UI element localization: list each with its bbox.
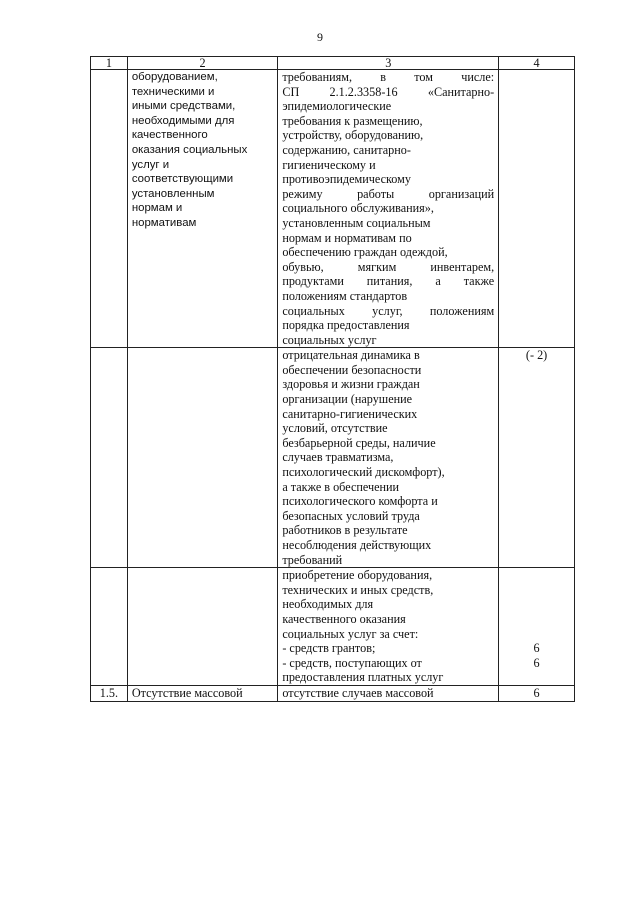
text-line: психологический дискомфорт), [282, 465, 445, 480]
text-line: несоблюдения действующих [282, 538, 432, 552]
text-line: содержанию, санитарно- [282, 142, 411, 157]
text-line: 6 [533, 655, 540, 670]
text-line: услуг и [131, 158, 170, 171]
item-number-cell [91, 348, 128, 568]
item-number-cell: 1.5. [91, 685, 128, 701]
text-line: - средств, поступающих от [282, 655, 422, 670]
text-line: соответствующими [131, 173, 234, 186]
text-line: гигиеническому и [282, 157, 376, 172]
text-line: требований [282, 552, 343, 567]
score-cell [499, 685, 575, 701]
text-line: необходимых для [282, 597, 374, 612]
column-header: 4 [499, 57, 575, 70]
text-line: оборудованием, [131, 71, 218, 83]
text-line: санитарно-гигиенических [282, 406, 418, 421]
text-line: обувью, мягким инвентарем, [282, 259, 495, 274]
text-line: обеспечению граждан одеждой, [282, 245, 448, 260]
indicator-cell [278, 568, 499, 686]
score-cell [499, 568, 575, 686]
text-line: противоэпидемическому [282, 172, 411, 187]
table-row [91, 70, 575, 348]
page-number: 9 [317, 30, 323, 44]
indicator-cell [278, 348, 499, 568]
text-line: отсутствие случаев массовой [282, 685, 434, 700]
text-line: требованиям, в том числе: [282, 70, 495, 84]
text-line [503, 583, 570, 598]
text-line: социальных услуг, положениям [282, 303, 495, 318]
text-line: нормативам [131, 216, 197, 229]
item-number-cell [91, 70, 128, 348]
item-number-cell [91, 568, 128, 686]
text-line: установленным социальным [282, 215, 431, 230]
text-line: безопасных условий труда [282, 508, 420, 523]
text-line: требования к размещению, [282, 113, 423, 128]
text-line: организации (нарушение [282, 392, 413, 407]
text-line: Отсутствие массовой [131, 685, 243, 700]
criterion-cell [127, 685, 278, 701]
text-line [503, 670, 570, 685]
text-line: качественного [131, 129, 208, 142]
text-line: (- 2) [525, 348, 548, 363]
text-line: условий, отсутствие [282, 421, 388, 436]
text-line: качественного оказания [282, 611, 406, 626]
text-line [503, 612, 570, 627]
text-line: оказания социальных [131, 143, 248, 156]
column-header: 3 [278, 57, 499, 70]
text-line: техническими и [131, 85, 215, 98]
text-line [503, 568, 570, 583]
text-line: режиму работы организаций [282, 186, 495, 201]
indicator-cell [278, 70, 499, 348]
text-line: нормам и нормативам по [282, 230, 412, 245]
table-row [91, 348, 575, 568]
indicator-cell [278, 685, 499, 701]
text-line: устройству, оборудованию, [282, 128, 424, 143]
text-line: психологического комфорта и [282, 494, 438, 509]
criterion-cell [127, 70, 278, 348]
text-line: предоставления платных услуг [282, 670, 444, 685]
column-header: 1 [91, 57, 128, 70]
text-line: порядка предоставления [282, 318, 410, 333]
text-line: безбарьерной среды, наличие [282, 435, 436, 450]
text-line: социальных услуг [282, 332, 377, 347]
text-line: социального обслуживания», [282, 201, 434, 216]
table-row [91, 568, 575, 686]
text-line: иными средствами, [131, 100, 236, 113]
text-line: здоровья и жизни граждан [282, 377, 420, 392]
text-line: работников в результате [282, 523, 408, 538]
text-line: случаев травматизма, [282, 450, 394, 465]
column-header: 2 [127, 57, 278, 70]
text-line: эпидемиологические [282, 99, 392, 114]
text-line: технических и иных средств, [282, 582, 434, 597]
score-cell [499, 70, 575, 348]
text-line: необходимыми для [131, 114, 235, 127]
criterion-cell [127, 568, 278, 686]
text-line: социальных услуг за счет: [282, 626, 419, 641]
criterion-cell [127, 348, 278, 568]
text-line: - средств грантов; [282, 641, 376, 656]
criteria-table [90, 56, 575, 702]
text-line: приобретение оборудования, [282, 568, 433, 583]
text-line: 6 [533, 641, 540, 656]
text-line: установленным [131, 187, 215, 200]
text-line: 6 [533, 685, 540, 700]
table-header-row [91, 57, 575, 70]
text-line: продуктами питания, а также [282, 274, 495, 289]
text-line [503, 597, 570, 612]
text-line: СП 2.1.2.3358-16 «Санитарно- [282, 84, 495, 99]
text-line: обеспечении безопасности [282, 362, 422, 377]
text-line: отрицательная динамика в [282, 348, 420, 363]
text-line: а также в обеспечении [282, 479, 400, 494]
score-cell [499, 348, 575, 568]
text-line: положениям стандартов [282, 288, 408, 303]
text-line: нормам и [131, 202, 183, 215]
text-line [503, 627, 570, 642]
table-row [91, 685, 575, 701]
